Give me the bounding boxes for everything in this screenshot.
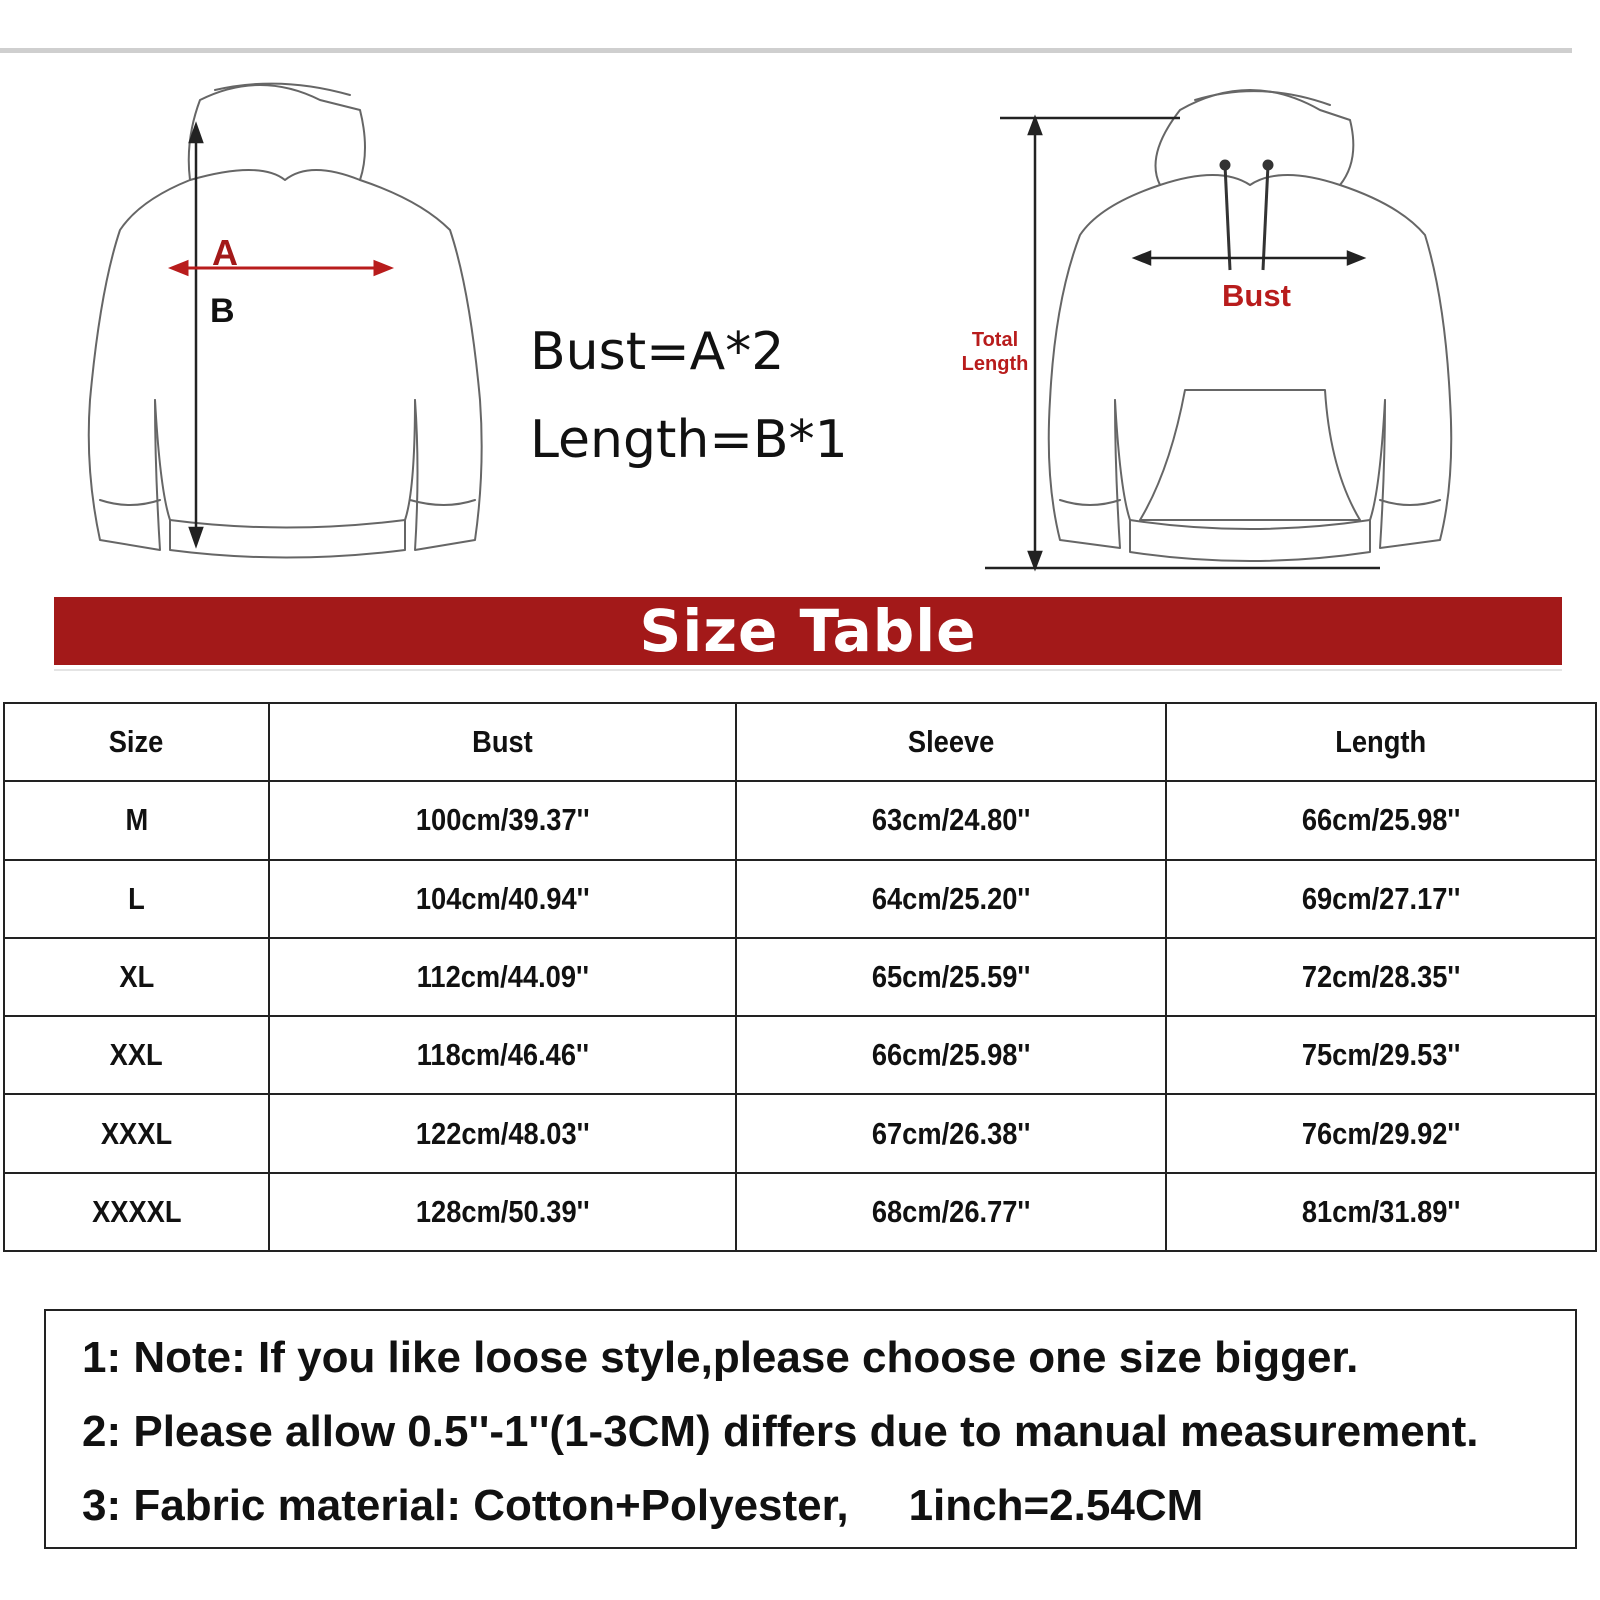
- table-cell: 118cm/46.46'': [269, 1016, 736, 1094]
- column-header-length: Length: [1166, 703, 1596, 781]
- top-divider: [0, 48, 1572, 53]
- note-fabric-material: 3: Fabric material: Cotton+Polyester,: [82, 1481, 849, 1530]
- table-cell: M: [4, 781, 269, 859]
- note-measurement-tolerance: 2: Please allow 0.5''-1''(1-3CM) differs due to manual measurement.: [82, 1407, 1479, 1456]
- column-header-bust: Bust: [269, 703, 736, 781]
- table-cell: 66cm/25.98'': [736, 1016, 1166, 1094]
- total-length-label: Total Length: [961, 329, 1029, 375]
- table-cell: 66cm/25.98'': [1166, 781, 1596, 859]
- bust-label: Bust: [1222, 278, 1291, 313]
- table-cell: XXXXL: [4, 1173, 269, 1251]
- table-cell: 104cm/40.94'': [269, 860, 736, 938]
- size-table: [3, 702, 1597, 1252]
- banner-underline: [54, 669, 1562, 671]
- table-cell: L: [4, 860, 269, 938]
- table-row: [4, 938, 1596, 1016]
- table-cell: XXL: [4, 1016, 269, 1094]
- table-row: [4, 1094, 1596, 1172]
- table-cell: 81cm/31.89'': [1166, 1173, 1596, 1251]
- table-cell: 67cm/26.38'': [736, 1094, 1166, 1172]
- table-row: [4, 860, 1596, 938]
- table-header-row: [4, 703, 1596, 781]
- notes-box: [44, 1309, 1577, 1549]
- table-cell: 100cm/39.37'': [269, 781, 736, 859]
- measure-label-a: A: [212, 232, 238, 273]
- table-cell: XXXL: [4, 1094, 269, 1172]
- table-cell: 76cm/29.92'': [1166, 1094, 1596, 1172]
- table-cell: 128cm/50.39'': [269, 1173, 736, 1251]
- note-inch-conversion: 1inch=2.54CM: [908, 1481, 1204, 1530]
- hoodie-back-diagram: [60, 70, 510, 590]
- column-header-size: Size: [4, 703, 269, 781]
- table-row: [4, 1173, 1596, 1251]
- note-loose-style: 1: Note: If you like loose style,please choose one size bigger.: [82, 1333, 1359, 1382]
- table-cell: 68cm/26.77'': [736, 1173, 1166, 1251]
- table-row: [4, 781, 1596, 859]
- measure-label-b: B: [210, 292, 235, 330]
- table-cell: 65cm/25.59'': [736, 938, 1166, 1016]
- table-cell: XL: [4, 938, 269, 1016]
- table-cell: 64cm/25.20'': [736, 860, 1166, 938]
- table-cell: 69cm/27.17'': [1166, 860, 1596, 938]
- table-cell: 112cm/44.09'': [269, 938, 736, 1016]
- size-table-banner: Size Table: [54, 597, 1562, 665]
- column-header-sleeve: Sleeve: [736, 703, 1166, 781]
- bust-formula: Bust=A*2: [530, 322, 785, 382]
- table-cell: 63cm/24.80'': [736, 781, 1166, 859]
- table-cell: 72cm/28.35'': [1166, 938, 1596, 1016]
- table-cell: 122cm/48.03'': [269, 1094, 736, 1172]
- note-fabric: [82, 1481, 1203, 1531]
- hoodie-front-diagram: [980, 70, 1500, 590]
- table-cell: 75cm/29.53'': [1166, 1016, 1596, 1094]
- table-row: [4, 1016, 1596, 1094]
- length-formula: Length=B*1: [530, 410, 848, 470]
